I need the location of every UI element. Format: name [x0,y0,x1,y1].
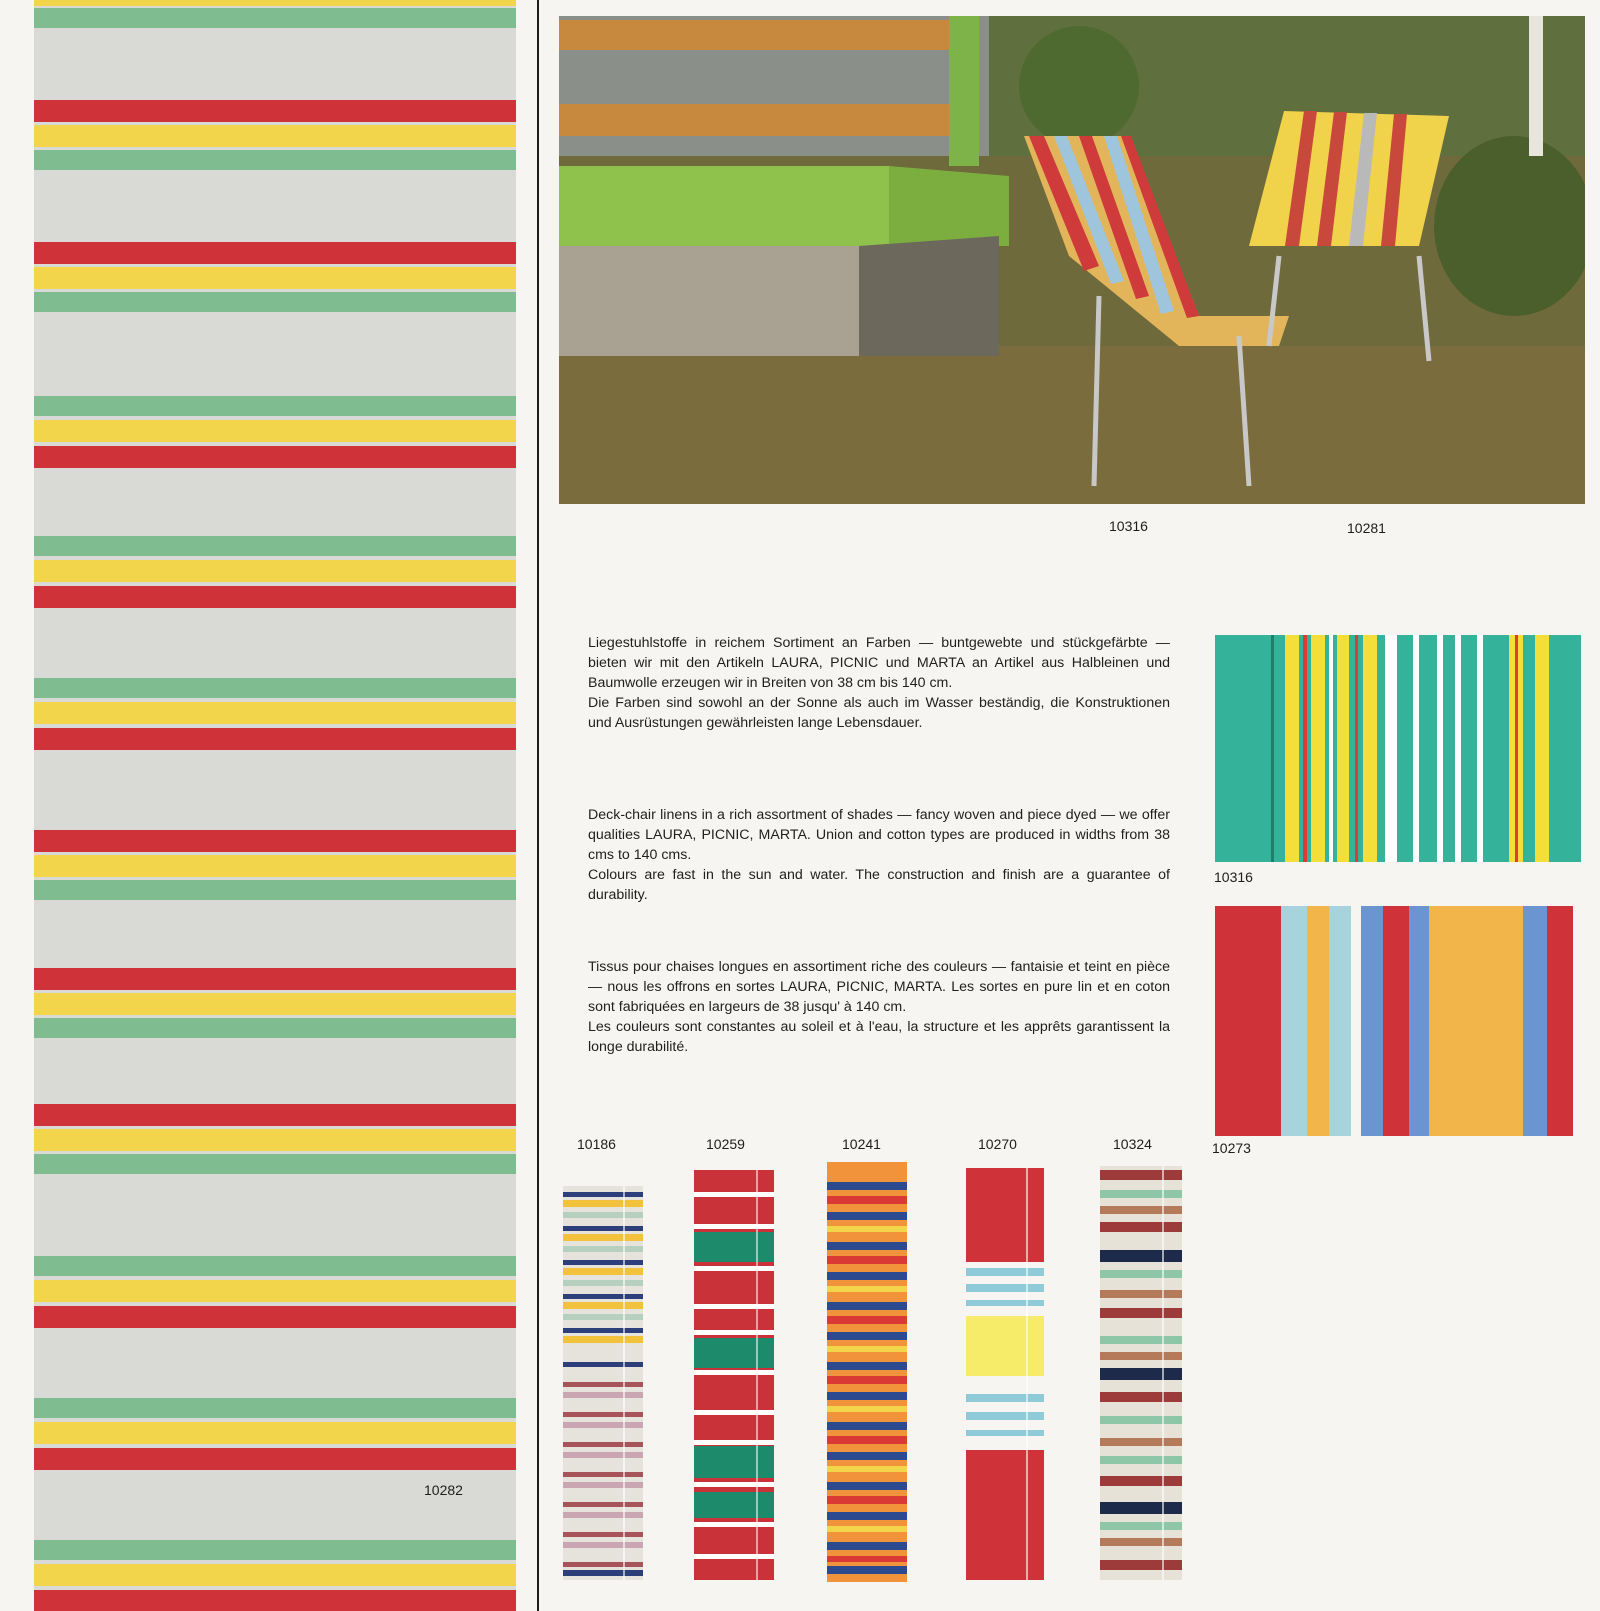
photo-label-10316: 10316 [1109,518,1148,534]
fabric-roll-10270 [966,1168,1044,1580]
french-paragraph-2: Les couleurs sont constantes au soleil et à l'eau, la structure et les apprêts garantissent la longe durabilité. [588,1019,1170,1055]
roll-code-10270: 10270 [978,1136,1017,1152]
english-paragraph-1: Deck-chair linens in a rich assortment of shades — fancy woven and piece dyed — we offer qualities LAURA, PICNIC, MARTA. Union and cotton types are produced in widths from 38 cms to 140 cms. [588,807,1170,863]
french-description [588,957,1170,1057]
fabric-roll-10241 [827,1162,907,1582]
german-paragraph-1: Liegestuhlstoffe in reichem Sortiment an Farben — buntgewebte und stückgefärbte — bieten wir mit den Artikeln LAURA, PICNIC und MARTA an Artikel aus Halbleinen und Baumwolle erzeugen wir in Breiten von 38 cm bis 140 cm. [588,635,1170,691]
english-description [588,805,1170,905]
fabric-swatch-10316 [1215,635,1581,862]
roll-code-10241: 10241 [842,1136,881,1152]
fabric-swatch-10282 [34,0,516,1611]
fabric-roll-10186 [563,1186,643,1580]
german-paragraph-2: Die Farben sind sowohl an der Sonne als auch im Wasser beständig, die Konstruktionen und Ausrüstungen gewährleisten lange Lebensdauer. [588,695,1170,731]
roll-code-10186: 10186 [577,1136,616,1152]
swatch-code-10316: 10316 [1214,869,1253,885]
fabric-roll-10259 [694,1170,774,1580]
roll-code-10324: 10324 [1113,1136,1152,1152]
photo-label-10281: 10281 [1347,520,1386,536]
swatch-code-10282: 10282 [424,1482,463,1498]
fabric-swatch-10273 [1215,906,1581,1136]
roll-code-10259: 10259 [706,1136,745,1152]
english-paragraph-2: Colours are fast in the sun and water. The construction and finish are a guarantee of durability. [588,867,1170,903]
swatch-code-10273: 10273 [1212,1140,1251,1156]
deck-chairs-photo [559,16,1585,504]
german-description [588,633,1170,733]
fabric-roll-10324 [1100,1166,1182,1580]
page-divider [537,0,539,1611]
french-paragraph-1: Tissus pour chaises longues en assortiment riche des couleurs — fantaisie et teint en pièce — nous les offrons en sortes LAURA, PICNIC, MARTA. Les sortes en pure lin et en coton sont fabriquées en largeurs de 38 jusqu' à 140 cm. [588,959,1170,1015]
